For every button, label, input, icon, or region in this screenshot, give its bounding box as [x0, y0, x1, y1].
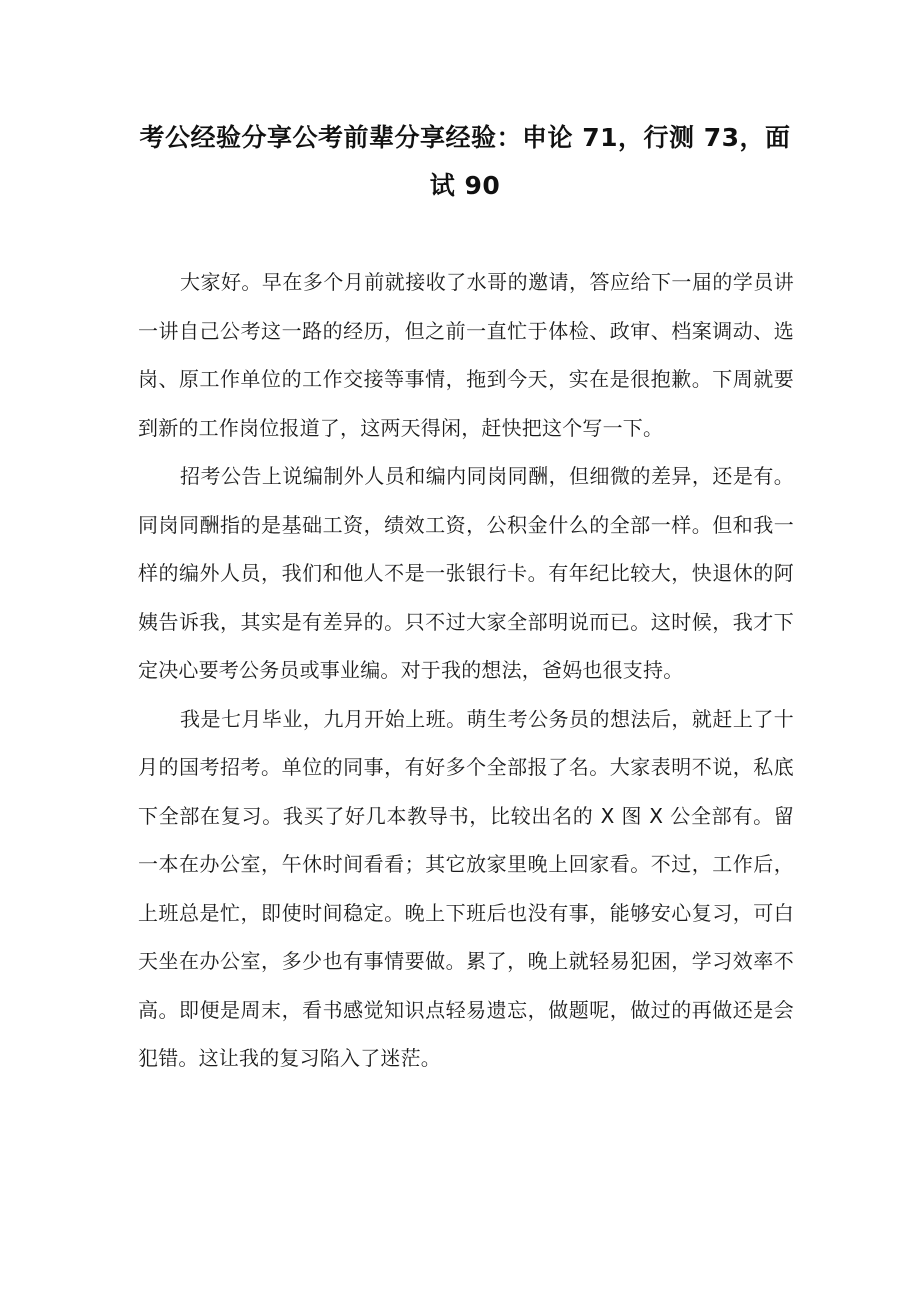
paragraph: 大家好。早在多个月前就接收了水哥的邀请，答应给下一届的学员讲一讲自己公考这一路的经历，但之前一直忙于体检、政审、档案调动、选岗、原工作单位的工作交接等事情，拖到今天，实在是很抱歉。下周就要到新的工作岗位报道了，这两天得闲，赶快把这个写一下。 — [138, 270, 794, 440]
paragraph: 我是七月毕业，九月开始上班。萌生考公务员的想法后，就赶上了十月的国考招考。单位的同事，有好多个全部报了名。大家表明不说，私底下全部在复习。我买了好几本教导书，比较出名的 X 图 X 公全部有。留一本在办公室，午休时间看看；其它放家里晚上回家看。不过，工作后，上班总是忙，即使时间稳定。晚上下班后也没有事，能够安心复习，可白天坐在办公室，多少也有事情要做。累了，晚上就轻易犯困，学习效率不高。即便是周末，看书感觉知识点轻易遗忘，做题呢，做过的再做还是会犯错。这让我的复习陷入了迷茫。 — [138, 706, 794, 1070]
document-title: 考公经验分享公考前辈分享经验：申论 71，行测 73，面试 90 — [139, 123, 791, 200]
paragraph: 招考公告上说编制外人员和编内同岗同酬，但细微的差异，还是有。同岗同酬指的是基础工资，绩效工资，公积金什么的全部一样。但和我一样的编外人员，我们和他人不是一张银行卡。有年纪比较大，快退休的阿姨告诉我，其实是有差异的。只不过大家全部明说而已。这时候，我才下定决心要考公务员或事业编。对于我的想法，爸妈也很支持。 — [138, 464, 794, 682]
document-body — [138, 258, 794, 1083]
